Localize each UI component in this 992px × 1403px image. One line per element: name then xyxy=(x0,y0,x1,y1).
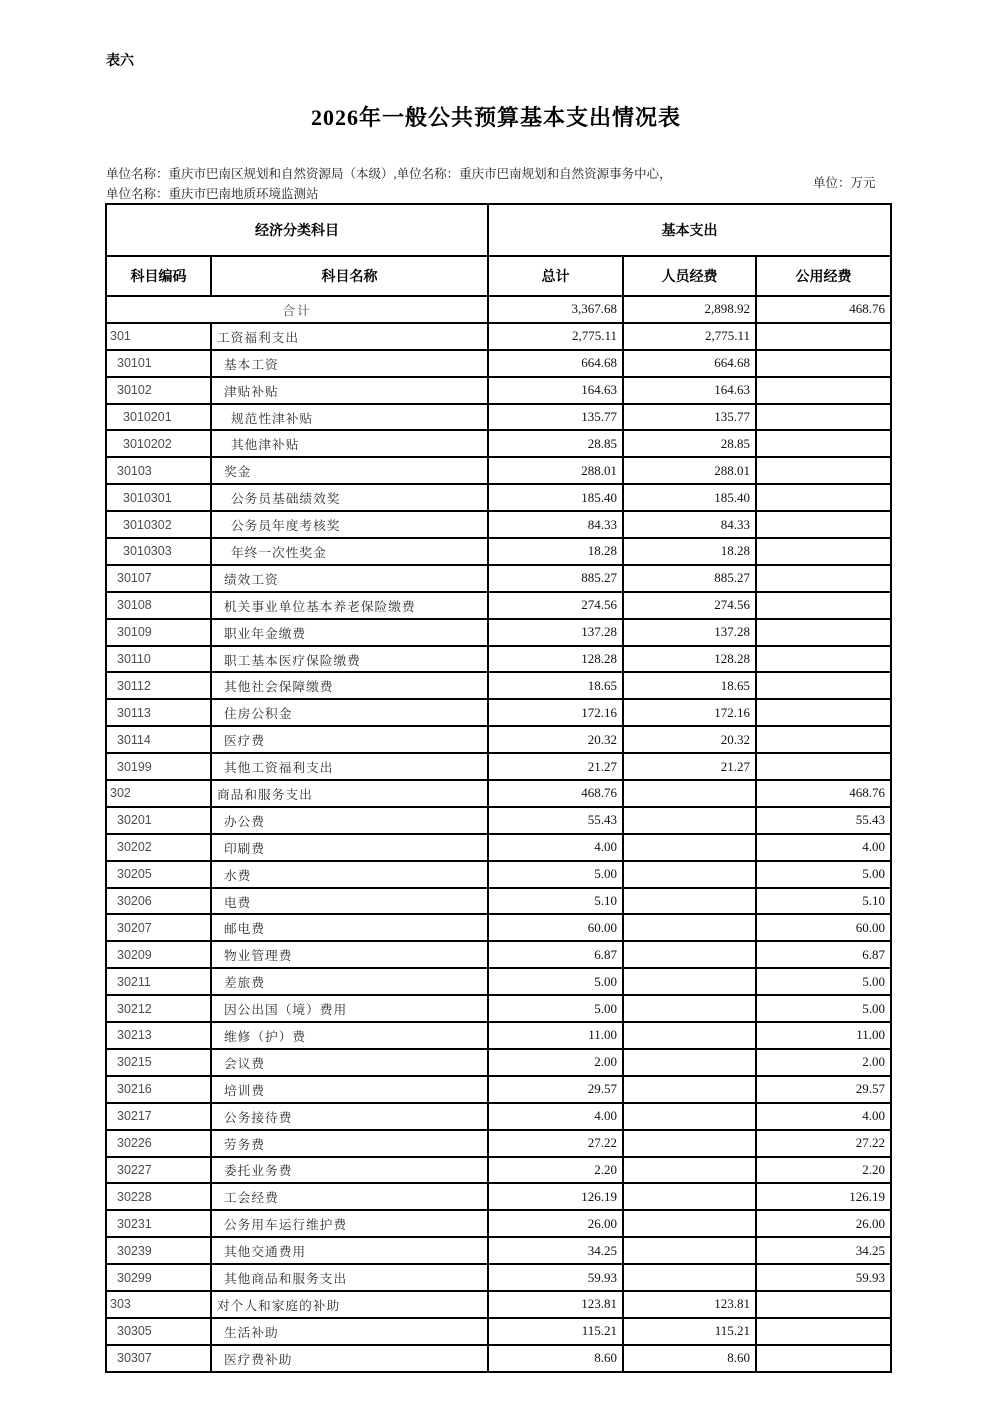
subject-code-cell: 30228 xyxy=(106,1183,211,1210)
public-value-cell: 11.00 xyxy=(756,1022,891,1049)
currency-unit-note: 单位：万元 xyxy=(813,176,876,190)
total-value-cell: 55.43 xyxy=(488,807,623,834)
subject-code-cell: 3010201 xyxy=(106,404,211,431)
unit-name-line-2: 单位名称：重庆市巴南地质环境监测站 xyxy=(106,187,319,201)
subject-code-cell: 30114 xyxy=(106,726,211,753)
subject-name-cell: 绩效工资 xyxy=(211,565,488,592)
subject-name-cell: 邮电费 xyxy=(211,914,488,941)
public-value-cell xyxy=(756,726,891,753)
page-title: 2026年一般公共预算基本支出情况表 xyxy=(310,105,681,130)
public-value-cell xyxy=(756,699,891,726)
personnel-value-cell: 18.65 xyxy=(623,672,756,699)
personnel-value-cell: 288.01 xyxy=(623,457,756,484)
header-basic-expenditure: 基本支出 xyxy=(488,204,891,256)
subject-code-cell: 30207 xyxy=(106,914,211,941)
total-value-cell: 137.28 xyxy=(488,619,623,646)
public-value-cell xyxy=(756,592,891,619)
personnel-value-cell xyxy=(623,1183,756,1210)
subject-name-cell: 会议费 xyxy=(211,1049,488,1076)
subject-name-cell: 其他工资福利支出 xyxy=(211,753,488,780)
column-header-public-funds: 公用经费 xyxy=(756,256,891,296)
personnel-value-cell xyxy=(623,1103,756,1130)
subject-code-cell: 30110 xyxy=(106,646,211,673)
table-row xyxy=(106,646,891,673)
subject-code-cell: 30201 xyxy=(106,807,211,834)
header-columns-row xyxy=(106,256,891,296)
total-value-cell: 172.16 xyxy=(488,699,623,726)
total-value-cell: 5.00 xyxy=(488,995,623,1022)
table-row xyxy=(106,619,891,646)
subject-code-cell: 30101 xyxy=(106,350,211,377)
personnel-value-cell: 128.28 xyxy=(623,646,756,673)
personnel-value-cell: 18.28 xyxy=(623,538,756,565)
subject-name-cell: 公务员年度考核奖 xyxy=(211,511,488,538)
public-value-cell: 2.20 xyxy=(756,1157,891,1184)
personnel-value-cell xyxy=(623,1076,756,1103)
public-value-cell: 5.00 xyxy=(756,861,891,888)
total-value-cell: 11.00 xyxy=(488,1022,623,1049)
subject-code-cell: 30113 xyxy=(106,699,211,726)
public-value-cell: 59.93 xyxy=(756,1264,891,1291)
total-value-cell: 5.00 xyxy=(488,968,623,995)
subject-code-cell: 30102 xyxy=(106,377,211,404)
personnel-value-cell: 172.16 xyxy=(623,699,756,726)
personnel-value-cell xyxy=(623,1022,756,1049)
total-value-cell: 34.25 xyxy=(488,1237,623,1264)
table-row xyxy=(106,457,891,484)
subject-code-cell: 302 xyxy=(106,780,211,807)
subject-name-cell: 其他商品和服务支出 xyxy=(211,1264,488,1291)
subject-code-cell: 30107 xyxy=(106,565,211,592)
table-row xyxy=(106,1237,891,1264)
table-row xyxy=(106,565,891,592)
table-row xyxy=(106,484,891,511)
document-tag: 表六 xyxy=(106,54,134,69)
subject-code-cell: 30216 xyxy=(106,1076,211,1103)
total-value-cell: 28.85 xyxy=(488,430,623,457)
header-economic-classification: 经济分类科目 xyxy=(106,204,488,256)
total-value-cell: 128.28 xyxy=(488,646,623,673)
personnel-value-cell xyxy=(623,941,756,968)
unit-name-line-1: 单位名称：重庆市巴南区规划和自然资源局（本级）,单位名称：重庆市巴南规划和自然资源事务中心， xyxy=(106,167,672,181)
total-value-cell: 59.93 xyxy=(488,1264,623,1291)
public-value-cell: 468.76 xyxy=(756,780,891,807)
subject-name-cell: 公务用车运行维护费 xyxy=(211,1210,488,1237)
public-value-cell xyxy=(756,484,891,511)
subject-name-cell: 医疗费补助 xyxy=(211,1345,488,1372)
public-value-cell xyxy=(756,323,891,350)
total-value-cell: 2,775.11 xyxy=(488,323,623,350)
table-row xyxy=(106,888,891,915)
subject-name-cell: 职工基本医疗保险缴费 xyxy=(211,646,488,673)
public-value-cell: 34.25 xyxy=(756,1237,891,1264)
subject-name-cell: 委托业务费 xyxy=(211,1157,488,1184)
table-header xyxy=(106,204,891,296)
subject-code-cell: 30307 xyxy=(106,1345,211,1372)
table-row xyxy=(106,780,891,807)
total-value-cell: 18.65 xyxy=(488,672,623,699)
subject-name-cell: 公务接待费 xyxy=(211,1103,488,1130)
total-value-cell: 20.32 xyxy=(488,726,623,753)
table-row xyxy=(106,834,891,861)
total-value-cell: 664.68 xyxy=(488,350,623,377)
table-row xyxy=(106,430,891,457)
subject-name-cell: 对个人和家庭的补助 xyxy=(211,1291,488,1318)
subject-name-cell: 维修（护）费 xyxy=(211,1022,488,1049)
public-value-cell: 26.00 xyxy=(756,1210,891,1237)
subject-name-cell: 年终一次性奖金 xyxy=(211,538,488,565)
public-value-cell xyxy=(756,1318,891,1345)
total-value-cell: 60.00 xyxy=(488,914,623,941)
subject-code-cell: 30211 xyxy=(106,968,211,995)
table-row xyxy=(106,1183,891,1210)
subject-name-cell: 公务员基础绩效奖 xyxy=(211,484,488,511)
column-header-subject-code: 科目编码 xyxy=(106,256,211,296)
subject-name-cell: 基本工资 xyxy=(211,350,488,377)
table-row xyxy=(106,861,891,888)
subject-name-cell: 奖金 xyxy=(211,457,488,484)
personnel-value-cell: 2,775.11 xyxy=(623,323,756,350)
table-row xyxy=(106,404,891,431)
personnel-value-cell xyxy=(623,780,756,807)
public-value-cell: 5.00 xyxy=(756,995,891,1022)
personnel-value-cell xyxy=(623,834,756,861)
total-value-cell: 5.10 xyxy=(488,888,623,915)
personnel-value-cell: 885.27 xyxy=(623,565,756,592)
table-row xyxy=(106,538,891,565)
total-value-cell: 4.00 xyxy=(488,1103,623,1130)
public-value-cell xyxy=(756,619,891,646)
subject-name-cell: 工会经费 xyxy=(211,1183,488,1210)
subject-name-cell: 培训费 xyxy=(211,1076,488,1103)
subject-name-cell: 差旅费 xyxy=(211,968,488,995)
public-value-cell xyxy=(756,753,891,780)
header-group-row xyxy=(106,204,891,256)
personnel-value-cell xyxy=(623,1264,756,1291)
personnel-value-cell: 28.85 xyxy=(623,430,756,457)
public-value-cell: 6.87 xyxy=(756,941,891,968)
column-header-personnel-funds: 人员经费 xyxy=(623,256,756,296)
subject-name-cell: 医疗费 xyxy=(211,726,488,753)
unit-names xyxy=(106,164,786,204)
subject-code-cell: 303 xyxy=(106,1291,211,1318)
subject-name-cell: 工资福利支出 xyxy=(211,323,488,350)
total-value-cell: 26.00 xyxy=(488,1210,623,1237)
table-row xyxy=(106,699,891,726)
subject-name-cell: 生活补助 xyxy=(211,1318,488,1345)
subject-code-cell: 30305 xyxy=(106,1318,211,1345)
total-value-cell: 2.00 xyxy=(488,1049,623,1076)
table-row xyxy=(106,350,891,377)
subject-code-cell: 30103 xyxy=(106,457,211,484)
subject-code-cell: 30108 xyxy=(106,592,211,619)
personnel-value-cell: 164.63 xyxy=(623,377,756,404)
subject-code-cell: 30231 xyxy=(106,1210,211,1237)
table-row xyxy=(106,914,891,941)
subject-name-cell: 水费 xyxy=(211,861,488,888)
public-value-cell: 126.19 xyxy=(756,1183,891,1210)
subject-name-cell: 职业年金缴费 xyxy=(211,619,488,646)
personnel-value-cell xyxy=(623,807,756,834)
personnel-value-cell xyxy=(623,861,756,888)
public-value-cell xyxy=(756,457,891,484)
subject-code-cell: 30239 xyxy=(106,1237,211,1264)
table-row xyxy=(106,511,891,538)
public-value-cell xyxy=(756,404,891,431)
subject-name-cell: 住房公积金 xyxy=(211,699,488,726)
subject-code-cell: 30212 xyxy=(106,995,211,1022)
table-row xyxy=(106,1210,891,1237)
subject-code-cell: 30202 xyxy=(106,834,211,861)
subject-name-cell: 物业管理费 xyxy=(211,941,488,968)
subject-code-cell: 30227 xyxy=(106,1157,211,1184)
personnel-value-cell: 115.21 xyxy=(623,1318,756,1345)
personnel-value-cell xyxy=(623,1049,756,1076)
subject-code-cell: 30299 xyxy=(106,1264,211,1291)
table-row xyxy=(106,941,891,968)
subject-code-cell: 301 xyxy=(106,323,211,350)
subject-code-cell: 30112 xyxy=(106,672,211,699)
total-value-cell: 2.20 xyxy=(488,1157,623,1184)
total-value-cell: 4.00 xyxy=(488,834,623,861)
table-row xyxy=(106,1103,891,1130)
subject-code-cell: 30226 xyxy=(106,1130,211,1157)
public-value-cell xyxy=(756,672,891,699)
personnel-value-cell xyxy=(623,1237,756,1264)
personnel-value-cell: 84.33 xyxy=(623,511,756,538)
subject-code-cell: 30205 xyxy=(106,861,211,888)
subject-code-cell: 30215 xyxy=(106,1049,211,1076)
public-value-cell xyxy=(756,538,891,565)
table-row xyxy=(106,807,891,834)
public-value-cell xyxy=(756,377,891,404)
table-body xyxy=(106,296,891,1372)
table-row xyxy=(106,592,891,619)
personnel-value-cell xyxy=(623,1157,756,1184)
total-value-cell: 468.76 xyxy=(488,780,623,807)
table-row xyxy=(106,377,891,404)
table-row xyxy=(106,1157,891,1184)
public-value-cell xyxy=(756,350,891,377)
grand-public-value: 468.76 xyxy=(756,296,891,323)
total-value-cell: 185.40 xyxy=(488,484,623,511)
total-value-cell: 21.27 xyxy=(488,753,623,780)
personnel-value-cell xyxy=(623,1130,756,1157)
subject-name-cell: 机关事业单位基本养老保险缴费 xyxy=(211,592,488,619)
grand-total-row xyxy=(106,296,891,323)
personnel-value-cell: 135.77 xyxy=(623,404,756,431)
total-value-cell: 288.01 xyxy=(488,457,623,484)
public-value-cell xyxy=(756,646,891,673)
table-row xyxy=(106,968,891,995)
total-value-cell: 6.87 xyxy=(488,941,623,968)
total-value-cell: 29.57 xyxy=(488,1076,623,1103)
personnel-value-cell: 21.27 xyxy=(623,753,756,780)
table-row xyxy=(106,1264,891,1291)
subject-code-cell: 30206 xyxy=(106,888,211,915)
public-value-cell xyxy=(756,565,891,592)
subject-name-cell: 电费 xyxy=(211,888,488,915)
public-value-cell: 55.43 xyxy=(756,807,891,834)
public-value-cell: 5.10 xyxy=(756,888,891,915)
personnel-value-cell: 185.40 xyxy=(623,484,756,511)
public-value-cell: 4.00 xyxy=(756,1103,891,1130)
personnel-value-cell xyxy=(623,995,756,1022)
subject-code-cell: 3010202 xyxy=(106,430,211,457)
total-value-cell: 126.19 xyxy=(488,1183,623,1210)
subject-name-cell: 印刷费 xyxy=(211,834,488,861)
public-value-cell: 29.57 xyxy=(756,1076,891,1103)
total-value-cell: 5.00 xyxy=(488,861,623,888)
public-value-cell xyxy=(756,1345,891,1372)
total-value-cell: 8.60 xyxy=(488,1345,623,1372)
total-value-cell: 885.27 xyxy=(488,565,623,592)
personnel-value-cell: 274.56 xyxy=(623,592,756,619)
table-row xyxy=(106,1022,891,1049)
column-header-subject-name: 科目名称 xyxy=(211,256,488,296)
total-value-cell: 115.21 xyxy=(488,1318,623,1345)
subject-name-cell: 其他社会保障缴费 xyxy=(211,672,488,699)
grand-total-value: 3,367.68 xyxy=(488,296,623,323)
total-value-cell: 27.22 xyxy=(488,1130,623,1157)
total-value-cell: 164.63 xyxy=(488,377,623,404)
table-row xyxy=(106,1049,891,1076)
subject-code-cell: 30209 xyxy=(106,941,211,968)
table-row xyxy=(106,753,891,780)
public-value-cell xyxy=(756,430,891,457)
table-row xyxy=(106,672,891,699)
personnel-value-cell xyxy=(623,914,756,941)
subject-name-cell: 其他交通费用 xyxy=(211,1237,488,1264)
total-value-cell: 84.33 xyxy=(488,511,623,538)
public-value-cell xyxy=(756,511,891,538)
subject-name-cell: 因公出国（境）费用 xyxy=(211,995,488,1022)
subject-name-cell: 津贴补贴 xyxy=(211,377,488,404)
column-header-total: 总计 xyxy=(488,256,623,296)
table-row xyxy=(106,323,891,350)
public-value-cell: 2.00 xyxy=(756,1049,891,1076)
subject-name-cell: 规范性津补贴 xyxy=(211,404,488,431)
budget-table xyxy=(105,203,892,1373)
table-row xyxy=(106,726,891,753)
subject-name-cell: 劳务费 xyxy=(211,1130,488,1157)
total-value-cell: 123.81 xyxy=(488,1291,623,1318)
subject-code-cell: 30109 xyxy=(106,619,211,646)
public-value-cell: 4.00 xyxy=(756,834,891,861)
table-row xyxy=(106,1345,891,1372)
subject-name-cell: 办公费 xyxy=(211,807,488,834)
personnel-value-cell: 8.60 xyxy=(623,1345,756,1372)
personnel-value-cell: 664.68 xyxy=(623,350,756,377)
table-row xyxy=(106,1130,891,1157)
subject-code-cell: 3010303 xyxy=(106,538,211,565)
total-value-cell: 274.56 xyxy=(488,592,623,619)
subject-code-cell: 30199 xyxy=(106,753,211,780)
subject-name-cell: 其他津补贴 xyxy=(211,430,488,457)
public-value-cell: 27.22 xyxy=(756,1130,891,1157)
public-value-cell: 5.00 xyxy=(756,968,891,995)
personnel-value-cell: 20.32 xyxy=(623,726,756,753)
grand-personnel-value: 2,898.92 xyxy=(623,296,756,323)
total-value-cell: 18.28 xyxy=(488,538,623,565)
subject-name-cell: 商品和服务支出 xyxy=(211,780,488,807)
grand-total-label: 合计 xyxy=(106,296,488,323)
personnel-value-cell: 137.28 xyxy=(623,619,756,646)
table-row xyxy=(106,1318,891,1345)
subject-code-cell: 30213 xyxy=(106,1022,211,1049)
table-row xyxy=(106,1291,891,1318)
personnel-value-cell xyxy=(623,888,756,915)
personnel-value-cell: 123.81 xyxy=(623,1291,756,1318)
personnel-value-cell xyxy=(623,1210,756,1237)
public-value-cell xyxy=(756,1291,891,1318)
subject-code-cell: 3010301 xyxy=(106,484,211,511)
table-row xyxy=(106,995,891,1022)
public-value-cell: 60.00 xyxy=(756,914,891,941)
subject-code-cell: 30217 xyxy=(106,1103,211,1130)
table-row xyxy=(106,1076,891,1103)
personnel-value-cell xyxy=(623,968,756,995)
total-value-cell: 135.77 xyxy=(488,404,623,431)
subject-code-cell: 3010302 xyxy=(106,511,211,538)
